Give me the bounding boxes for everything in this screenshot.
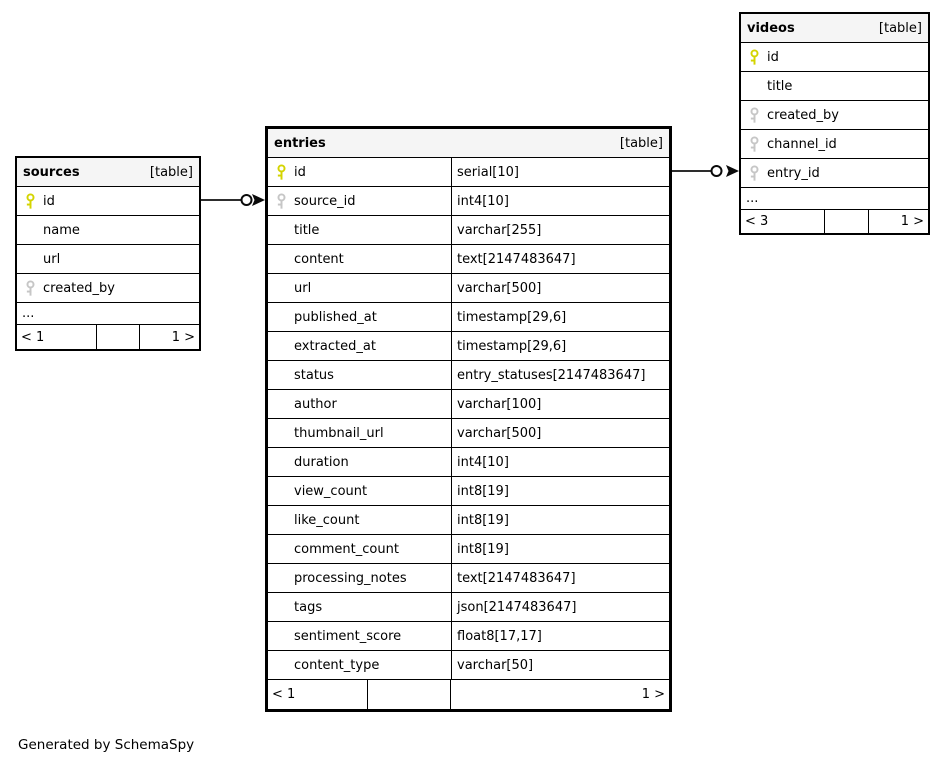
column-name: source_id [294, 193, 356, 209]
column-type: varchar[50] [451, 651, 669, 679]
column-row [268, 187, 669, 216]
column-name: like_count [294, 512, 360, 528]
table-title[interactable]: videos [747, 20, 795, 36]
column-name: tags [294, 599, 323, 615]
table-title[interactable]: entries [274, 135, 326, 151]
key-spacer [268, 245, 294, 273]
column-name: view_count [294, 483, 368, 499]
key-spacer [268, 477, 294, 505]
column-name: thumbnail_url [294, 425, 384, 441]
key-spacer [268, 303, 294, 331]
column-row [268, 216, 669, 245]
pager-middle [97, 325, 140, 349]
column-type: serial[10] [451, 158, 669, 186]
column-name: channel_id [767, 136, 837, 152]
column-name: title [767, 78, 793, 94]
incoming-count: < 3 [741, 210, 825, 233]
column-type: int8[19] [451, 477, 669, 505]
column-type: text[2147483647] [451, 245, 669, 273]
column-name: published_at [294, 309, 377, 325]
column-name: extracted_at [294, 338, 376, 354]
key-spacer [268, 390, 294, 418]
key-spacer [268, 651, 294, 679]
column-type: int4[10] [451, 448, 669, 476]
column-row [17, 274, 199, 303]
column-type: varchar[500] [451, 419, 669, 447]
table-videos[interactable] [739, 12, 930, 235]
key-spacer [17, 245, 43, 273]
key-spacer [268, 274, 294, 302]
column-row [741, 159, 928, 188]
column-row [741, 72, 928, 101]
column-row [268, 506, 669, 535]
column-name: id [43, 193, 55, 209]
column-row [268, 448, 669, 477]
key-spacer [268, 564, 294, 592]
column-row [268, 158, 669, 187]
primary-key-icon [268, 158, 294, 186]
key-spacer [268, 622, 294, 650]
key-spacer [268, 593, 294, 621]
foreign-key-icon [741, 130, 767, 158]
relationship-counts [17, 325, 199, 349]
column-row [17, 187, 199, 216]
column-row [268, 390, 669, 419]
key-spacer [268, 361, 294, 389]
more-columns-ellipsis: ... [741, 188, 928, 210]
table-sources-header [17, 158, 199, 187]
column-type: timestamp[29,6] [451, 303, 669, 331]
table-sources[interactable] [15, 156, 201, 351]
relation-sources-entries [201, 194, 265, 206]
column-type: text[2147483647] [451, 564, 669, 592]
column-name: content [294, 251, 344, 267]
column-row [268, 564, 669, 593]
column-type: entry_statuses[2147483647] [451, 361, 669, 389]
foreign-key-icon [741, 101, 767, 129]
table-tag: [table] [619, 135, 663, 151]
key-spacer [268, 216, 294, 244]
foreign-key-icon [17, 274, 43, 302]
column-name: entry_id [767, 165, 820, 181]
column-type: varchar[255] [451, 216, 669, 244]
key-spacer [268, 506, 294, 534]
column-name: status [294, 367, 334, 383]
key-spacer [17, 216, 43, 244]
column-row [268, 361, 669, 390]
column-row [268, 274, 669, 303]
table-tag: [table] [149, 164, 193, 180]
column-row [268, 332, 669, 361]
column-type: varchar[100] [451, 390, 669, 418]
table-tag: [table] [878, 20, 922, 36]
more-columns-ellipsis: ... [17, 303, 199, 325]
column-type: varchar[500] [451, 274, 669, 302]
column-type: float8[17,17] [451, 622, 669, 650]
outgoing-count: 1 > [171, 329, 195, 345]
relationship-counts [741, 210, 928, 233]
column-name: created_by [767, 107, 839, 123]
outgoing-count: 1 > [641, 687, 665, 702]
column-row [268, 303, 669, 332]
table-entries[interactable] [265, 126, 672, 712]
primary-key-icon [741, 43, 767, 71]
key-spacer [268, 419, 294, 447]
incoming-count: < 1 [268, 680, 368, 709]
key-spacer [268, 332, 294, 360]
column-name: author [294, 396, 337, 412]
pager-middle [368, 680, 451, 709]
column-type: timestamp[29,6] [451, 332, 669, 360]
column-name: id [294, 164, 306, 180]
column-row [268, 477, 669, 506]
column-name: comment_count [294, 541, 399, 557]
column-row [741, 130, 928, 159]
column-type: int8[19] [451, 535, 669, 563]
column-name: created_by [43, 280, 115, 296]
generated-by-note: Generated by SchemaSpy [18, 737, 195, 753]
table-title[interactable]: sources [23, 164, 80, 180]
foreign-key-icon [741, 159, 767, 187]
pager-middle [825, 210, 869, 233]
outgoing-count: 1 > [900, 214, 924, 229]
foreign-key-icon [268, 187, 294, 215]
table-videos-header [741, 14, 928, 43]
column-type: int4[10] [451, 187, 669, 215]
column-type: int8[19] [451, 506, 669, 534]
column-row [268, 535, 669, 564]
column-name: url [294, 280, 312, 296]
column-row [268, 419, 669, 448]
column-name: content_type [294, 657, 380, 673]
column-row [268, 651, 669, 680]
column-name: id [767, 49, 779, 65]
key-spacer [268, 535, 294, 563]
column-name: sentiment_score [294, 628, 402, 644]
column-name: name [43, 222, 80, 238]
key-spacer [741, 72, 767, 100]
column-name: title [294, 222, 320, 238]
column-row [741, 101, 928, 130]
relation-entries-videos [672, 165, 739, 177]
primary-key-icon [17, 187, 43, 215]
column-row [17, 245, 199, 274]
column-name: processing_notes [294, 570, 407, 586]
column-type: json[2147483647] [451, 593, 669, 621]
column-row [268, 593, 669, 622]
column-row [268, 622, 669, 651]
column-row [17, 216, 199, 245]
table-entries-header [268, 129, 669, 158]
column-name: url [43, 251, 61, 267]
column-name: duration [294, 454, 349, 470]
column-row [268, 245, 669, 274]
key-spacer [268, 448, 294, 476]
relationship-counts [268, 680, 669, 709]
column-row [741, 43, 928, 72]
incoming-count: < 1 [17, 325, 97, 349]
